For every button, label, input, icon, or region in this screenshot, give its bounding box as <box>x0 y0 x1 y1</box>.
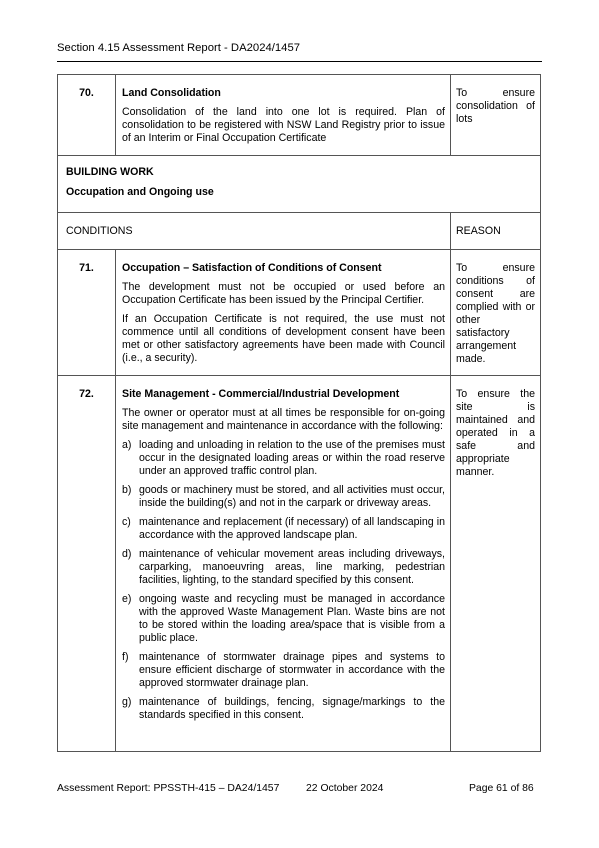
header-divider <box>57 61 542 62</box>
condition-row-71 <box>58 250 541 376</box>
reason-column-header: REASON <box>451 213 541 250</box>
list-item-label: a) <box>122 439 132 451</box>
list-item-label: f) <box>122 651 129 663</box>
list-item-text: maintenance of stormwater drainage pipes and systems to ensure efficient discharge of stormwater in accordance with the approved stormwater drainage plan. <box>139 651 445 689</box>
section-heading: BUILDING WORK <box>66 166 154 178</box>
condition-number: 70. <box>58 75 116 156</box>
footer-date: 22 October 2024 <box>306 783 384 794</box>
list-item <box>122 651 445 690</box>
list-item-text: maintenance of buildings, fencing, signage/markings to the standards specified in this consent. <box>139 696 445 721</box>
condition-body <box>116 376 451 752</box>
conditions-table <box>57 74 541 752</box>
list-item <box>122 593 445 645</box>
condition-paragraph: The development must not be occupied or used before an Occupation Certificate has been issued by the Principal Certifier. <box>122 281 445 306</box>
condition-text: Consolidation of the land into one lot is required. Plan of consolidation to be registered with NSW Land Registry prior to issue of an Interim or Final Occupation Certificate <box>122 106 445 144</box>
footer-page-number: Page 61 of 86 <box>469 783 534 794</box>
list-item <box>122 484 445 510</box>
document-header: Section 4.15 Assessment Report - DA2024/1457 <box>57 42 301 54</box>
list-item-label: c) <box>122 516 131 528</box>
list-item <box>122 548 445 587</box>
list-item-text: loading and unloading in relation to the use of the premises must occur in the designated loading areas or within the road reserve under an approved traffic control plan. <box>139 439 445 477</box>
footer-report-reference: Assessment Report: PPSSTH-415 – DA24/1457 <box>57 783 280 794</box>
condition-title: Occupation – Satisfaction of Conditions of Consent <box>122 262 382 274</box>
condition-number: 71. <box>58 250 116 376</box>
list-item-text: ongoing waste and recycling must be managed in accordance with the approved Waste Management Plan. Waste bins are not to be stored within the loading area/space that is visible from a public place. <box>139 593 445 644</box>
column-header-row <box>58 213 541 250</box>
list-item-text: goods or machinery must be stored, and all activities must occur, inside the building(s) and not in the carpark or driveway areas. <box>139 484 445 509</box>
condition-reason: To ensure conditions of consent are complied with or other satisfactory arrangement made. <box>451 250 541 376</box>
condition-title: Site Management - Commercial/Industrial Development <box>122 388 400 400</box>
list-item <box>122 696 445 722</box>
list-item-label: g) <box>122 696 132 708</box>
conditions-column-header: CONDITIONS <box>58 213 451 250</box>
condition-row-70 <box>58 75 541 156</box>
condition-title: Land Consolidation <box>122 87 221 99</box>
condition-reason: To ensure consolidation of lots <box>451 75 541 156</box>
section-row <box>58 156 541 213</box>
condition-row-72 <box>58 376 541 752</box>
condition-number: 72. <box>58 376 116 752</box>
list-item-label: b) <box>122 484 132 496</box>
list-item <box>122 516 445 542</box>
condition-reason: To ensure the site is maintained and operated in a safe and appropriate manner. <box>451 376 541 752</box>
list-item-text: maintenance and replacement (if necessary) of all landscaping in accordance with the approved landscape plan. <box>139 516 445 541</box>
condition-paragraph: If an Occupation Certificate is not required, the use must not commence until all conditions of development consent have been met or other satisfactory agreements have been made with Council (i.e., a security). <box>122 313 445 364</box>
list-item-label: e) <box>122 593 132 605</box>
condition-intro: The owner or operator must at all times be responsible for on-going site management and maintenance in accordance with the following: <box>122 407 445 432</box>
list-item-label: d) <box>122 548 132 560</box>
condition-body <box>116 250 451 376</box>
list-item-text: maintenance of vehicular movement areas including driveways, carparking, manoeuvring areas, line marking, pedestrian facilities, lighting, to the standard specified by this consent. <box>139 548 445 586</box>
condition-body <box>116 75 451 156</box>
section-subheading: Occupation and Ongoing use <box>66 186 214 198</box>
list-item <box>122 439 445 478</box>
